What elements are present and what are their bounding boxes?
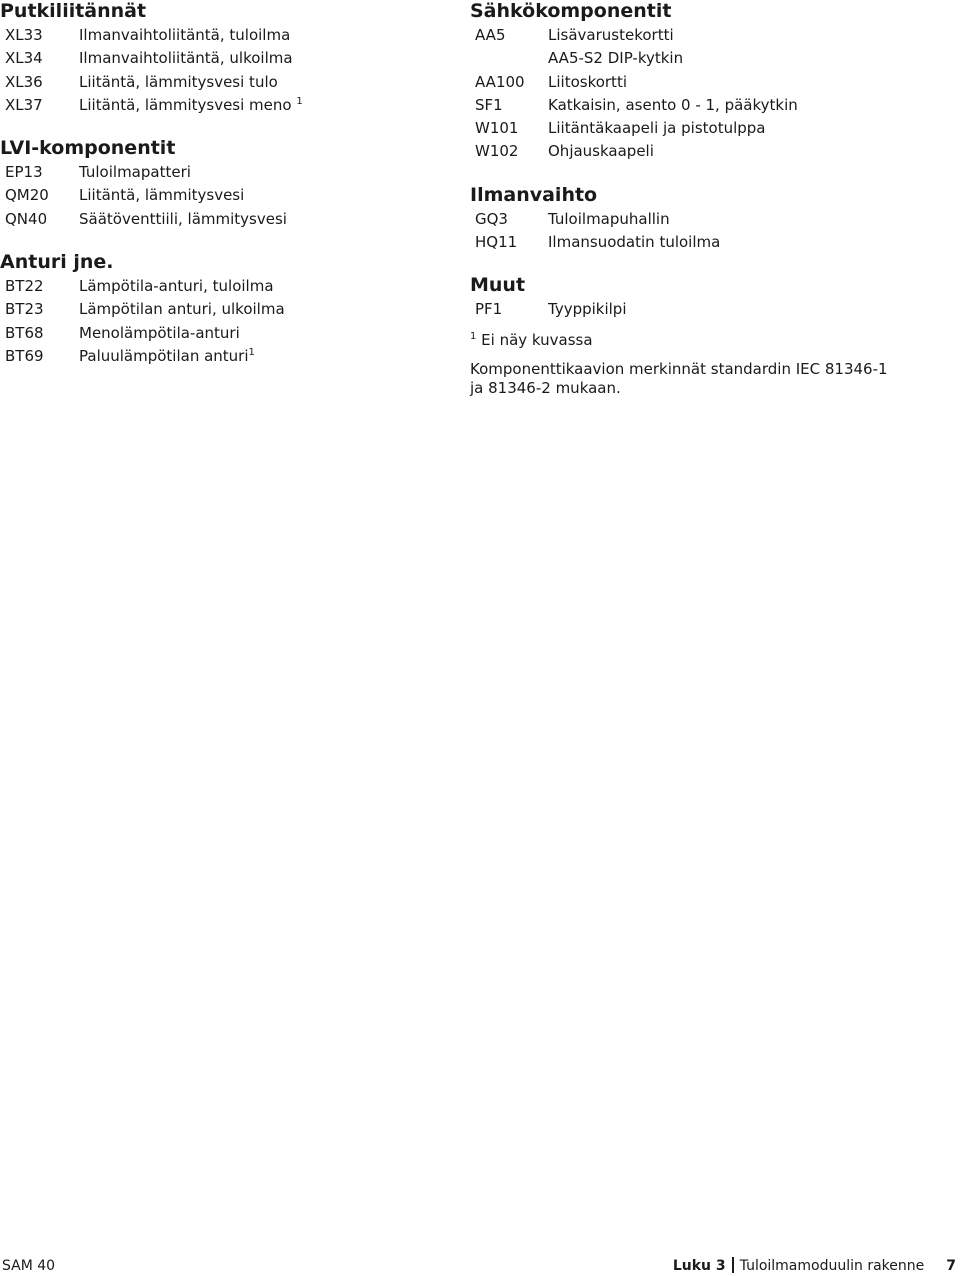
list-item [0, 24, 440, 47]
item-code: XL33 [5, 26, 43, 44]
section-anturi [0, 251, 440, 368]
item-desc: Lisävarustekortti [548, 26, 674, 44]
item-desc: Tyyppikilpi [548, 300, 627, 319]
item-desc: AA5-S2 DIP-kytkin [548, 49, 684, 68]
item-desc: Menolämpötila-anturi [79, 323, 240, 342]
item-desc: Paluulämpötilan anturi [79, 346, 249, 365]
list-item [470, 298, 950, 321]
item-code: QM20 [5, 186, 49, 205]
item-desc: Tuloilmapuhallin [548, 209, 670, 228]
list-item [470, 231, 950, 254]
list-item [470, 140, 950, 163]
item-desc: Ilmanvaihtoliitäntä, ulkoilma [79, 49, 293, 68]
section-lvi-komponentit [0, 137, 440, 231]
item-desc: Säätöventtiili, lämmitysvesi [79, 209, 287, 228]
footnote-mark: 1 [470, 330, 477, 342]
list-item [0, 161, 440, 184]
section-title: Ilmanvaihto [470, 183, 598, 206]
footer-divider [732, 1257, 734, 1273]
item-code: HQ11 [475, 233, 518, 252]
item-desc: Liitoskortti [548, 72, 627, 91]
item-desc: Lämpötila-anturi, tuloilma [79, 277, 274, 296]
section-muut [470, 274, 950, 321]
item-code: BT68 [5, 323, 44, 342]
item-code: BT22 [5, 277, 44, 296]
list-item [0, 184, 440, 207]
item-code: W102 [475, 142, 519, 161]
footer-chapter: Luku 3 [672, 1258, 726, 1274]
section-title: Anturi jne. [0, 251, 114, 274]
item-code: XL36 [5, 72, 43, 91]
section-title: LVI-komponentit [0, 137, 176, 160]
item-code: PF1 [475, 300, 503, 319]
footnote-text: Ei näy kuvassa [481, 330, 593, 349]
footnote-ref: 1 [248, 346, 255, 358]
list-item [0, 345, 440, 368]
item-code: XL34 [5, 49, 43, 68]
list-item [470, 208, 950, 231]
item-desc: Liitäntä, lämmitysvesi [79, 186, 245, 205]
item-desc: Tuloilmapatteri [79, 163, 191, 182]
item-code: GQ3 [475, 209, 508, 228]
item-code: AA5 [475, 26, 506, 44]
section-title: Sähkökomponentit [470, 0, 672, 22]
list-item [0, 322, 440, 345]
section-sahkokomponentit [470, 0, 950, 164]
section-title: Putkiliitännät [0, 0, 147, 22]
item-desc: Ilmansuodatin tuloilma [548, 233, 721, 252]
section-ilmanvaihto [470, 184, 950, 255]
footer-product: SAM 40 [2, 1258, 56, 1274]
item-desc: Liitäntäkaapeli ja pistotulppa [548, 119, 766, 138]
item-desc: Ohjauskaapeli [548, 142, 654, 161]
item-code: EP13 [5, 163, 43, 182]
list-item [0, 94, 440, 117]
left-column [0, 0, 440, 388]
list-item [0, 208, 440, 231]
footer-chapter-block [673, 1256, 956, 1276]
list-item [0, 298, 440, 321]
item-desc: Liitäntä, lämmitysvesi tulo [79, 72, 278, 91]
standard-note: Komponenttikaavion merkinnät standardin IEC 81346-1 ja 81346-2 mukaan. [470, 359, 888, 397]
item-code: QN40 [5, 209, 48, 228]
list-item [0, 47, 440, 70]
footnote [470, 330, 950, 350]
item-desc: Ilmanvaihtoliitäntä, tuloilma [79, 26, 291, 44]
item-code: BT23 [5, 300, 44, 319]
list-item [470, 47, 950, 70]
item-code: BT69 [5, 346, 44, 365]
page-number: 7 [946, 1258, 956, 1274]
section-title: Muut [470, 274, 526, 297]
item-code: W101 [475, 119, 519, 138]
footnote-ref: 1 [296, 95, 303, 107]
item-desc-with-note [79, 345, 255, 368]
item-desc: Lämpötilan anturi, ulkoilma [79, 300, 285, 319]
list-item [470, 117, 950, 140]
section-putkiliitannat [0, 0, 440, 117]
item-code: SF1 [475, 95, 503, 114]
item-desc-with-note [79, 94, 303, 117]
item-code: AA100 [475, 72, 525, 91]
list-item [470, 94, 950, 117]
item-code: XL37 [5, 95, 43, 114]
right-column [470, 0, 950, 398]
item-desc: Liitäntä, lämmitysvesi meno [79, 95, 292, 114]
item-desc: Katkaisin, asento 0 - 1, pääkytkin [548, 95, 798, 114]
list-item [470, 24, 950, 47]
list-item [470, 71, 950, 94]
list-item [0, 275, 440, 298]
page-footer [0, 1256, 960, 1276]
footer-chapter-title: Tuloilmamoduulin rakenne [739, 1258, 925, 1274]
list-item [0, 71, 440, 94]
